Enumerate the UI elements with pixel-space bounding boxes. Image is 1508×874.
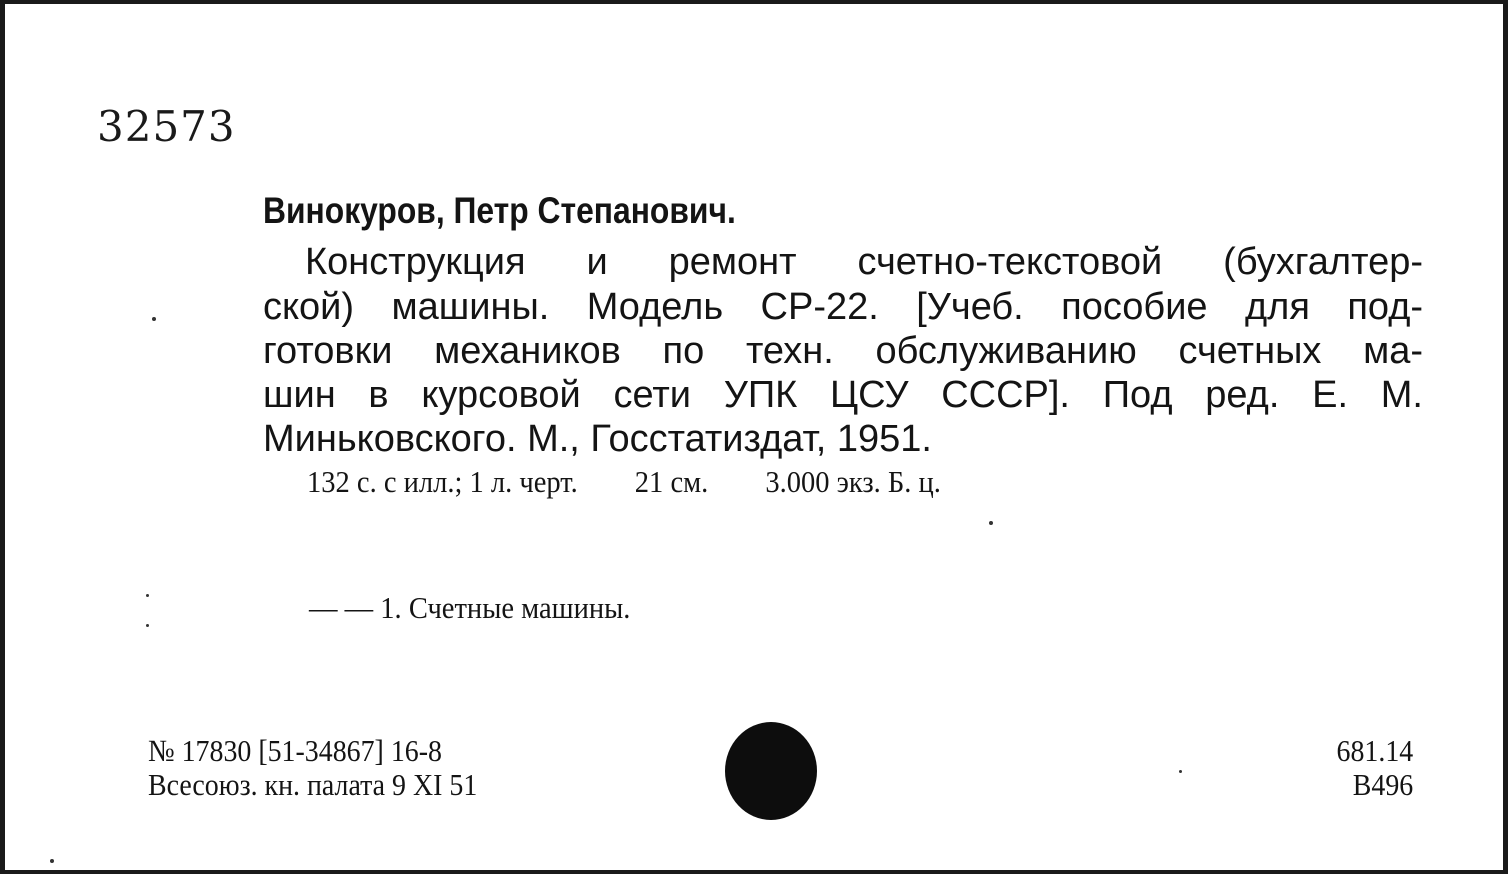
description-word: по bbox=[662, 330, 705, 372]
description-word: УПК bbox=[723, 374, 798, 416]
description-word: СР-22. bbox=[760, 286, 879, 328]
description-word: 1951. bbox=[836, 418, 932, 460]
description-word: пособие bbox=[1061, 286, 1208, 328]
description-word: Модель bbox=[586, 286, 724, 328]
description-word: Госстатиздат, bbox=[590, 418, 827, 460]
description-line-5 bbox=[263, 417, 1423, 461]
description-word: [Учеб. bbox=[916, 286, 1024, 328]
scan-speck bbox=[152, 317, 156, 321]
collation-pages: 132 с. с илл.; 1 л. черт. bbox=[307, 464, 578, 499]
description-line-2 bbox=[263, 285, 1423, 329]
classification-number: 681.14 bbox=[1336, 733, 1413, 768]
book-chamber-stamp: Всесоюз. кн. палата 9 XI 51 bbox=[148, 767, 478, 802]
description-word: машины. bbox=[391, 286, 550, 328]
description-word: Под bbox=[1102, 374, 1173, 416]
description-word: ремонт bbox=[668, 241, 797, 283]
scan-speck bbox=[146, 624, 149, 627]
scan-speck bbox=[50, 859, 54, 863]
description-word: и bbox=[586, 241, 608, 283]
collation-size: 21 см. bbox=[634, 464, 709, 499]
description-word: СССР]. bbox=[941, 374, 1070, 416]
description-word: сети bbox=[613, 374, 692, 416]
scan-speck bbox=[146, 594, 149, 597]
description-word: механиков bbox=[434, 330, 621, 372]
author-mark: В496 bbox=[1352, 767, 1413, 802]
description-line-3 bbox=[263, 329, 1423, 373]
description-word: шин bbox=[263, 374, 336, 416]
description-word: ред. bbox=[1205, 374, 1280, 416]
collation-copies: 3.000 экз. Б. ц. bbox=[765, 464, 941, 499]
description-word: под- bbox=[1347, 286, 1424, 328]
scan-speck bbox=[989, 521, 993, 525]
description-word: обслуживанию bbox=[875, 330, 1137, 372]
description-word: для bbox=[1244, 286, 1310, 328]
description-word: Миньковского. bbox=[263, 418, 517, 460]
description-word: (бухгалтер- bbox=[1223, 241, 1423, 283]
description-word: ЦСУ bbox=[830, 374, 909, 416]
description-word: М. bbox=[1380, 374, 1423, 416]
order-number: № 17830 [51-34867] 16-8 bbox=[148, 733, 442, 768]
description-line-1 bbox=[305, 240, 1423, 284]
description-word: Конструкция bbox=[305, 241, 526, 283]
subject-tracing: — — 1. Счетные машины. bbox=[309, 590, 631, 625]
accession-number: 32573 bbox=[97, 102, 236, 151]
scan-speck bbox=[1179, 770, 1182, 773]
description-word: счетных bbox=[1178, 330, 1322, 372]
description-word: техн. bbox=[745, 330, 834, 372]
footer-classification bbox=[1336, 734, 1413, 802]
author-heading: Винокуров, Петр Степанович. bbox=[263, 190, 736, 231]
description-word: курсовой bbox=[421, 374, 581, 416]
description-word: в bbox=[368, 374, 389, 416]
description-line-4 bbox=[263, 373, 1423, 417]
description-word: М., bbox=[527, 418, 580, 460]
description-word: счетно-текстовой bbox=[857, 241, 1163, 283]
collation bbox=[307, 464, 941, 500]
footer-imprint bbox=[148, 734, 477, 802]
card-punch-hole bbox=[725, 722, 817, 820]
description-word: ской) bbox=[263, 286, 355, 328]
description-word: ма- bbox=[1363, 330, 1423, 372]
description-word: готовки bbox=[263, 330, 393, 372]
description-word: Е. bbox=[1312, 374, 1349, 416]
